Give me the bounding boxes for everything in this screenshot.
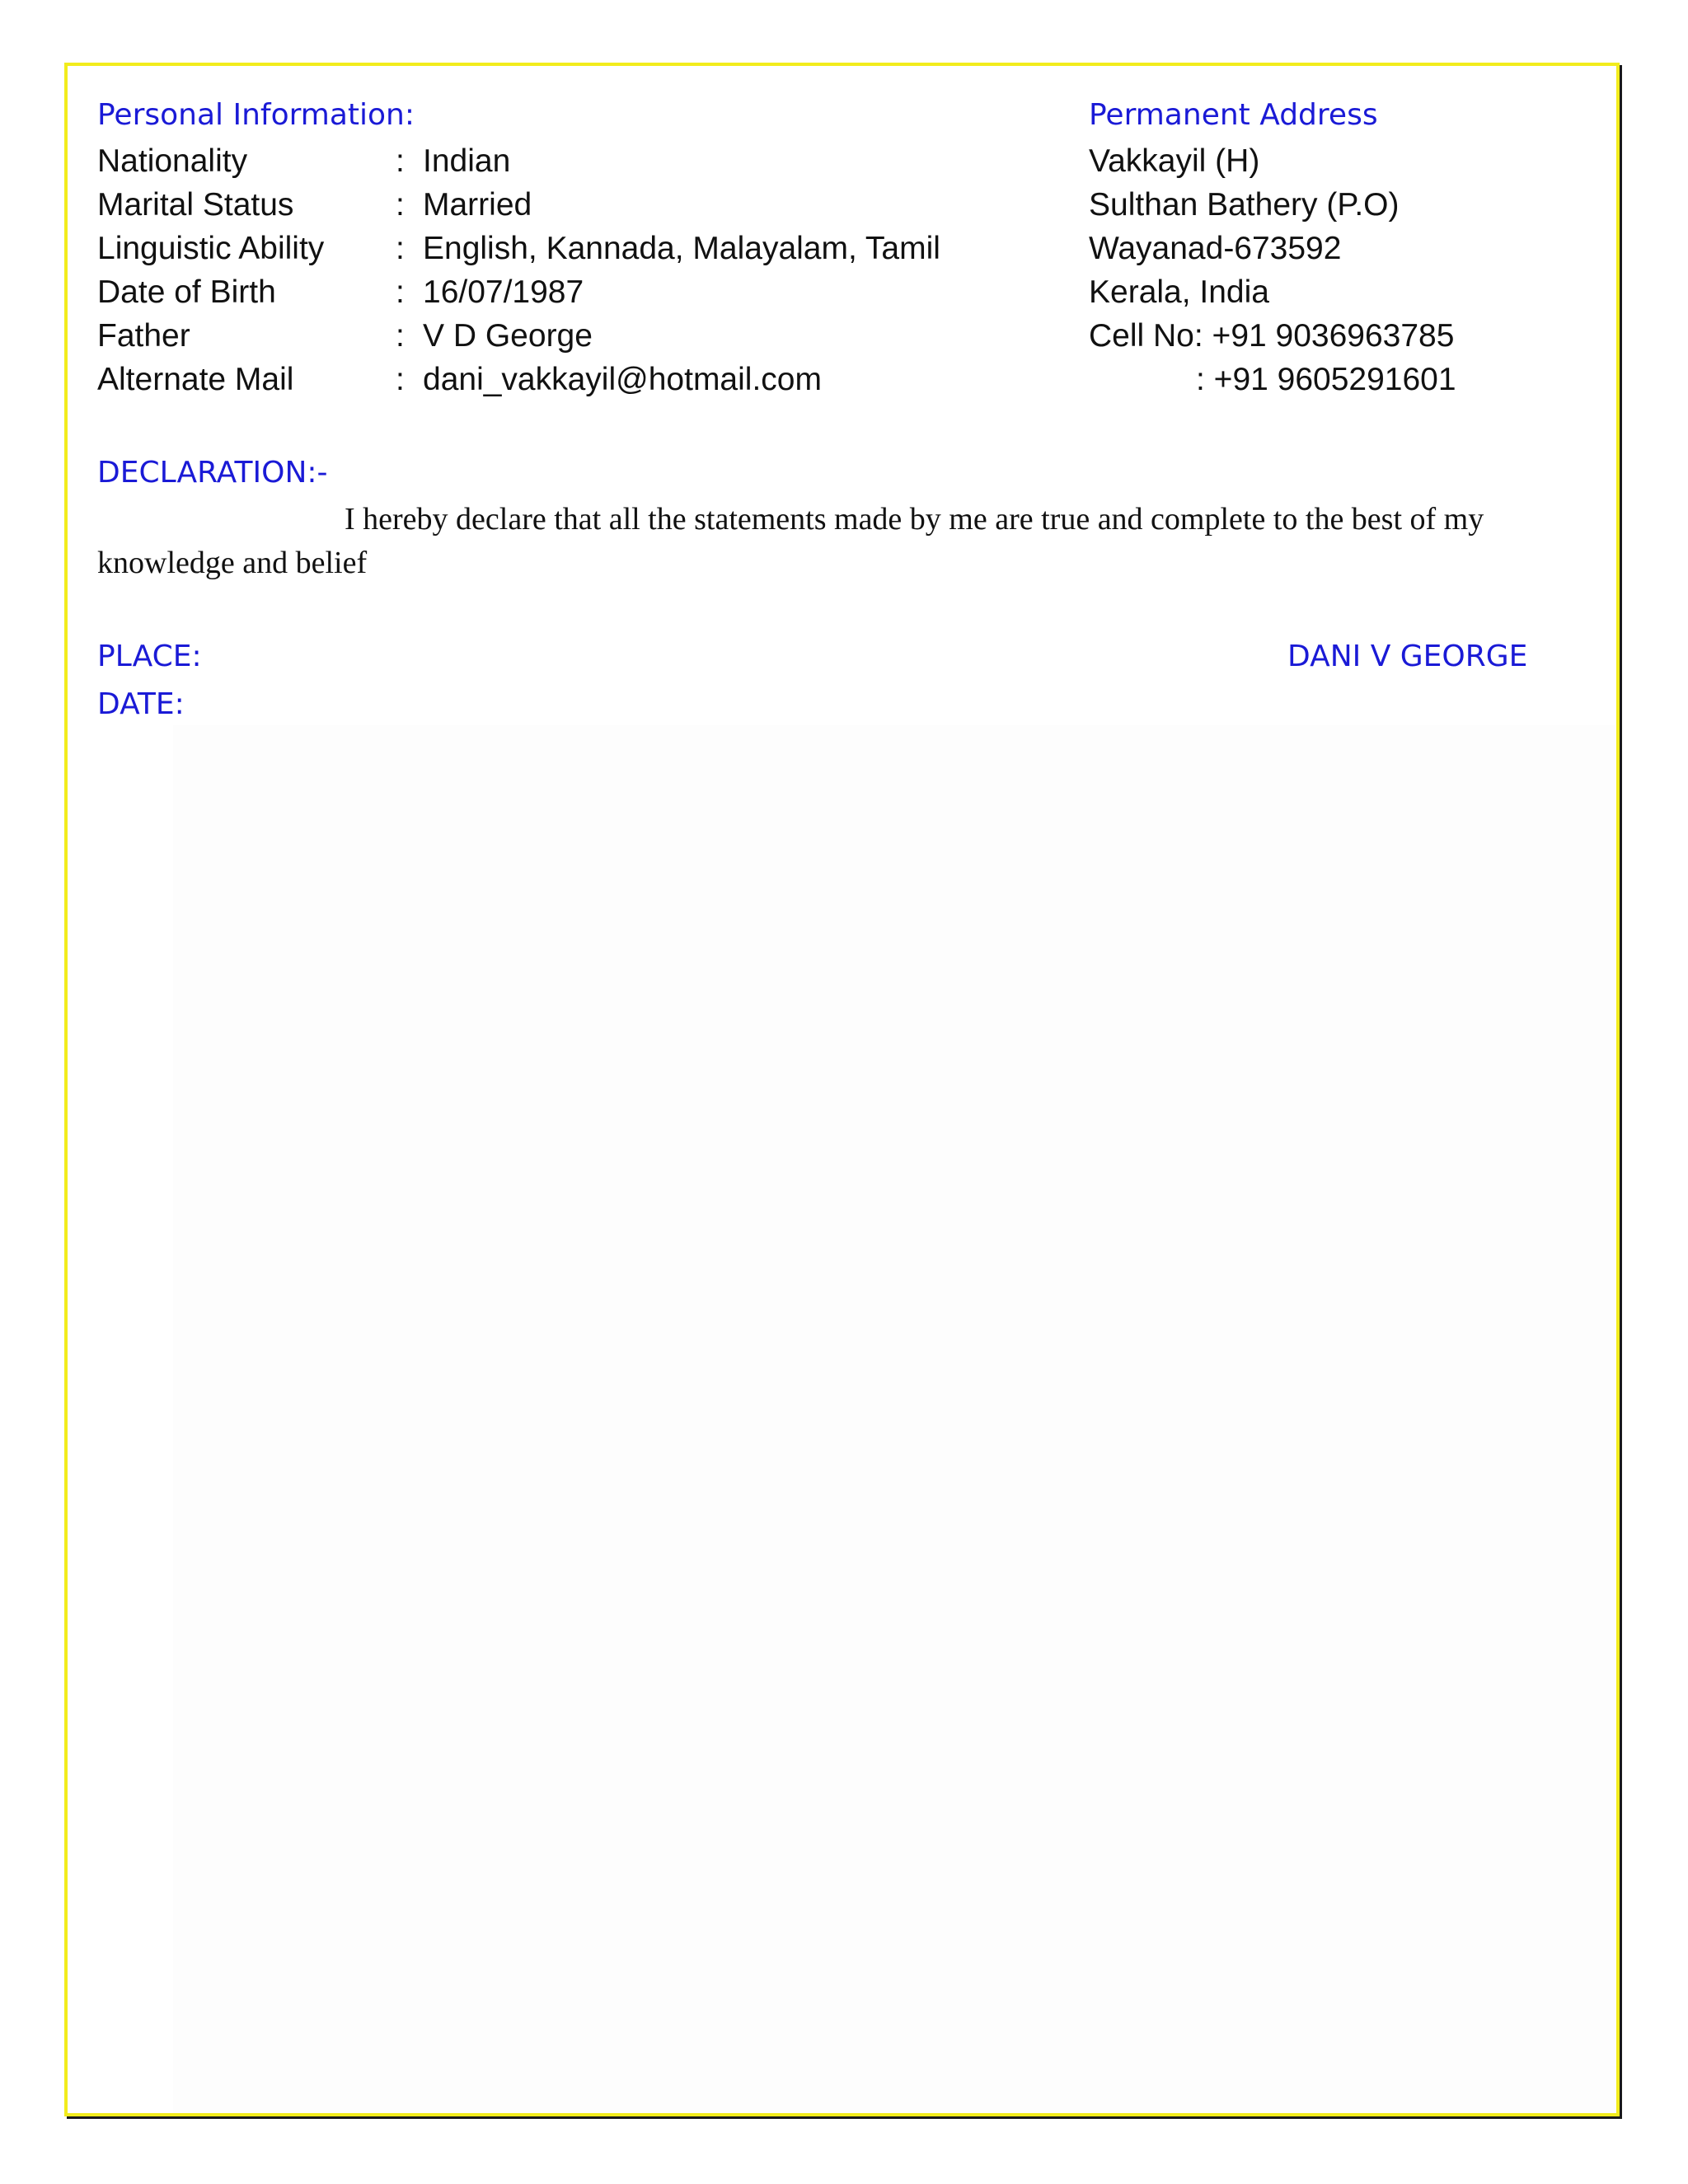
info-row-nationality (97, 143, 1045, 187)
info-label: Marital Status (97, 187, 294, 223)
info-row-marital-status (97, 187, 1045, 231)
info-value: 16/07/1987 (423, 274, 584, 310)
info-separator: : (396, 362, 405, 397)
info-label: Date of Birth (97, 274, 276, 310)
info-row-alternate-mail (97, 362, 1045, 405)
declaration-text: I hereby declare that all the statements made by me are true and complete to the best of my knowledge and belief (97, 502, 1484, 580)
personal-info-heading: Personal Information: (97, 98, 415, 132)
info-value: Married (423, 187, 532, 223)
declaration-heading: DECLARATION:- (97, 456, 328, 490)
date-label: DATE: (97, 687, 185, 721)
permanent-address-heading: Permanent Address (1089, 98, 1378, 132)
address-line: Wayanad-673592 (1089, 231, 1342, 266)
address-line: Vakkayil (H) (1089, 143, 1260, 179)
signatory-name: DANI V GEORGE (1287, 640, 1528, 673)
info-label: Alternate Mail (97, 362, 294, 397)
info-label: Father (97, 318, 190, 354)
info-value: V D George (423, 318, 593, 354)
address-line: Sulthan Bathery (P.O) (1089, 187, 1400, 223)
info-value: English, Kannada, Malayalam, Tamil (423, 231, 940, 266)
page-background-panel (173, 725, 1615, 2113)
cell-number-primary: Cell No: +91 9036963785 (1089, 318, 1455, 354)
info-row-father (97, 318, 1045, 362)
info-separator: : (396, 143, 405, 179)
info-row-date-of-birth (97, 274, 1045, 318)
info-separator: : (396, 274, 405, 310)
info-row-linguistic-ability (97, 231, 1045, 274)
info-separator: : (396, 318, 405, 354)
info-label: Nationality (97, 143, 248, 179)
cell-number-secondary: : +91 9605291601 (1196, 362, 1456, 397)
info-separator: : (396, 231, 405, 266)
address-line: Kerala, India (1089, 274, 1269, 310)
place-label: PLACE: (97, 640, 202, 673)
info-value: Indian (423, 143, 511, 179)
info-value: dani_vakkayil@hotmail.com (423, 362, 822, 397)
info-separator: : (396, 187, 405, 223)
info-label: Linguistic Ability (97, 231, 325, 266)
